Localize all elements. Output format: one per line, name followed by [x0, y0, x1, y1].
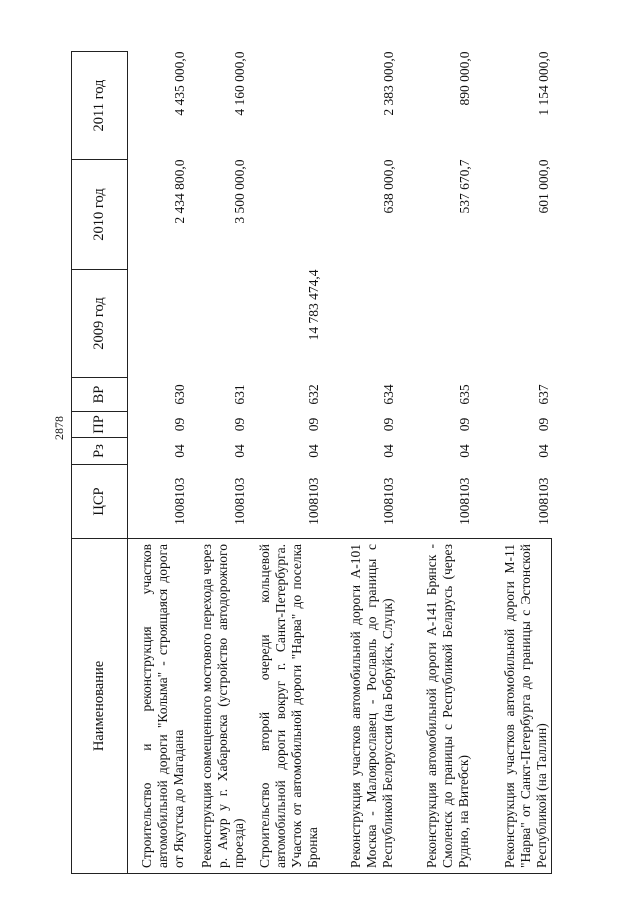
row-2010: 601 000,0: [535, 159, 551, 214]
row-2009: 14 783 474,4: [305, 269, 321, 341]
row-csr: 1008103: [305, 477, 321, 525]
table-row: [128, 52, 188, 874]
row-vr: 634: [380, 384, 396, 405]
row-rz: 04: [231, 444, 247, 458]
row-name: Реконструкция автомобильной дороги А-141 Брянск - Смоленск до границы с Республикой Беларусь (через Рудню, на Витебск): [397, 539, 473, 874]
row-2011: 4 160 000,0: [231, 51, 247, 116]
row-2011: [248, 52, 322, 160]
table-row: [248, 52, 322, 874]
row-2010: [248, 160, 322, 270]
row-2009: [188, 270, 248, 378]
row-name: Реконструкция совмещенного мостового перехода через р. Амур у г. Хабаровска (устройство автодорожного проезда): [188, 539, 248, 874]
page-number: 2878: [52, 416, 66, 440]
row-2009: [322, 270, 397, 378]
row-rz: 04: [380, 444, 396, 458]
row-vr: 635: [456, 384, 472, 405]
row-pr: 09: [456, 417, 472, 432]
row-csr: 1008103: [535, 477, 551, 525]
row-rz: 04: [305, 444, 321, 458]
row-2011: 1 154 000,0: [535, 51, 551, 116]
table-row: [188, 52, 248, 874]
row-rz: 04: [535, 444, 551, 458]
row-vr: 631: [231, 384, 247, 405]
row-rz: 04: [171, 444, 187, 458]
row-name: Реконструкция участков автомобильной дороги М-11 "Нарва" от Санкт-Петербурга до границы с Эстонской Республикой (на Таллин): [473, 539, 552, 874]
table-row: [397, 52, 473, 874]
row-2010: 537 670,7: [456, 159, 472, 214]
row-pr: 09: [535, 417, 551, 432]
row-csr: 1008103: [171, 477, 187, 525]
row-2010: 2 434 800,0: [171, 159, 187, 224]
row-2009: [128, 270, 188, 378]
header-csr: ЦСР: [72, 465, 128, 539]
row-2011: 890 000,0: [456, 51, 472, 106]
row-2009: [473, 270, 552, 378]
row-vr: 632: [305, 384, 321, 405]
header-2011: 2011 год: [72, 52, 128, 160]
header-rz: Рз: [72, 438, 128, 465]
header-2009: 2009 год: [72, 270, 128, 378]
header-name: Наименование: [72, 539, 128, 874]
row-csr: 1008103: [231, 477, 247, 525]
header-vr: ВР: [72, 378, 128, 412]
row-pr: 09: [305, 417, 321, 432]
row-pr: 09: [171, 417, 187, 432]
header-pr: ПР: [72, 412, 128, 438]
budget-table: [71, 51, 552, 874]
row-rz: 04: [456, 444, 472, 458]
row-name: Строительство и реконструкция участков автомобильной дороги "Колыма" - строящаяся дорога от Якутска до Магадана: [128, 539, 188, 874]
row-vr: 637: [535, 384, 551, 405]
row-name: Строительство второй очереди кольцевой автомобильной дороги вокруг г. Санкт-Петербурга. Участок от автомобильной дороги "Нарва" до поселка Бронка: [248, 539, 322, 874]
row-csr: 1008103: [380, 477, 396, 525]
table-header-row: [72, 52, 128, 874]
table-row: [322, 52, 397, 874]
row-pr: 09: [380, 417, 396, 432]
table-row: [473, 52, 552, 874]
row-2009: [397, 270, 473, 378]
rotated-table-container: [71, 52, 552, 874]
row-pr: 09: [231, 417, 247, 432]
header-2010: 2010 год: [72, 160, 128, 270]
row-vr: 630: [171, 384, 187, 405]
row-csr: 1008103: [456, 477, 472, 525]
row-2011: 4 435 000,0: [171, 51, 187, 116]
row-2011: 2 383 000,0: [380, 51, 396, 116]
row-2010: 3 500 000,0: [231, 159, 247, 224]
row-2010: 638 000,0: [380, 159, 396, 214]
row-name: Реконструкция участков автомобильной дороги А-101 Москва - Малоярославец - Рославль до границы с Республикой Белоруссия (на Бобруйск, Слуцк): [322, 539, 397, 874]
